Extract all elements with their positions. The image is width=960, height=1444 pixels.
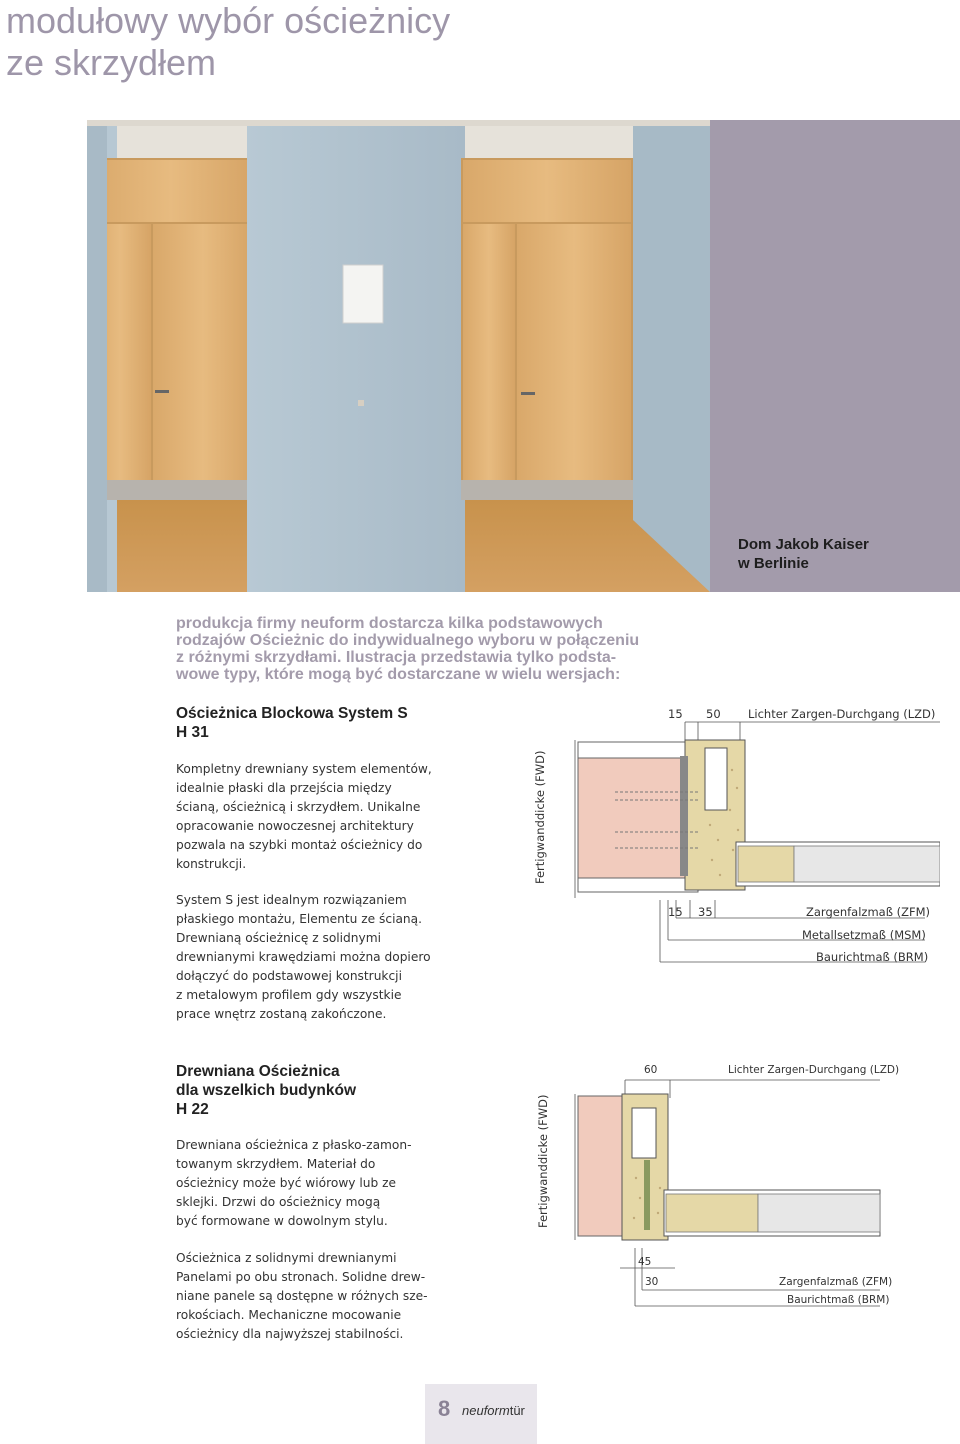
photo-caption-line1: Dom Jakob Kaiser xyxy=(738,536,869,553)
dim-label: 60 xyxy=(644,1064,658,1076)
text-line: z metalowym profilem gdy wszystkie xyxy=(176,988,402,1002)
dim-label: Lichter Zargen-Durchgang (LZD) xyxy=(728,1064,900,1076)
text-line: Ościeżnica z solidnymi drewnianymi xyxy=(176,1251,397,1265)
text-line: pozwala na szybki montaż ościeżnicy do xyxy=(176,838,423,852)
section2-heading-line2: dla wszelkich budynków xyxy=(176,1082,357,1099)
text-line: Drewniana ościeżnica z płasko-zamon- xyxy=(176,1138,412,1152)
building-interior-photo xyxy=(87,120,710,592)
section1-heading xyxy=(176,704,408,742)
dim-label: Zargenfalzmaß (ZFM) xyxy=(806,905,930,919)
dim-label: 50 xyxy=(706,707,721,721)
section2-heading-line1: Drewniana Ościeżnica xyxy=(176,1063,340,1080)
text-line: być formowane w dowolnym stylu. xyxy=(176,1214,388,1228)
dim-label-vertical: Fertigwanddicke (FWD) xyxy=(536,1094,550,1228)
brand-name xyxy=(462,1403,525,1418)
photo-caption-line2: w Berlinie xyxy=(738,555,809,572)
section2-paragraph1 xyxy=(176,1136,412,1231)
photo-caption xyxy=(738,535,869,573)
frame-section-diagram-h22 xyxy=(540,1068,900,1308)
text-line: płaskiego montażu, Elementu ze ścianą. xyxy=(176,912,422,926)
text-line: dołączyć do podstawowej konstrukcji xyxy=(176,969,402,983)
brand-rest: tür xyxy=(509,1403,525,1418)
text-line: niane panele są dostępne w różnych sze- xyxy=(176,1289,428,1303)
dim-label: Lichter Zargen-Durchgang (LZD) xyxy=(748,707,936,721)
text-line: prace wnętrz zostaną zakończone. xyxy=(176,1007,387,1021)
sidebar-color-block xyxy=(710,120,960,592)
text-line: ościeżnicy może być wiórowy lub ze xyxy=(176,1176,396,1190)
section1-heading-line1: Ościeżnica Blockowa System S xyxy=(176,705,408,722)
dim-label: 35 xyxy=(698,905,713,919)
dim-label: 30 xyxy=(645,1276,659,1288)
text-line: Panelami po obu stronach. Solidne drew- xyxy=(176,1270,426,1284)
text-line: towanym skrzydłem. Materiał do xyxy=(176,1157,376,1171)
text-line: ścianą, ościeżnicą i skrzydłem. Unikalne xyxy=(176,800,421,814)
brand-italic: neuform xyxy=(462,1403,510,1418)
text-line: konstrukcji. xyxy=(176,857,247,871)
dim-label-vertical: Fertigwanddicke (FWD) xyxy=(533,750,547,884)
intro-line: wowe typy, które mogą być dostarczane w wielu wersjach: xyxy=(176,666,621,683)
intro-line: produkcja firmy neuform dostarcza kilka podstawowych xyxy=(176,615,603,632)
section1-paragraph2 xyxy=(176,891,431,1024)
text-line: Drewnianą ościeżnicę z solidnymi xyxy=(176,931,381,945)
text-line: sklejki. Drzwi do ościeżnicy mogą xyxy=(176,1195,381,1209)
section1-paragraph1 xyxy=(176,760,432,874)
intro-line: z różnymi skrzydłami. Ilustracja przedstawia tylko podsta- xyxy=(176,649,617,666)
page-title-line1: modułowy wybór ościeżnicy xyxy=(6,0,451,41)
text-line: drewnianymi krawędziami można dopiero xyxy=(176,950,431,964)
dim-label: Baurichtmaß (BRM) xyxy=(816,950,929,964)
section2-heading xyxy=(176,1062,356,1119)
text-line: opracowanie nowoczesnej architektury xyxy=(176,819,414,833)
intro-line: rodzajów Ościeżnic do indywidualnego wyboru w połączeniu xyxy=(176,632,640,649)
dim-label: 15 xyxy=(668,707,683,721)
text-line: ościeżnicy dla najwyższej stabilności. xyxy=(176,1327,404,1341)
dim-label: Baurichtmaß (BRM) xyxy=(787,1294,890,1306)
dim-label: Metallsetzmaß (MSM) xyxy=(802,928,926,942)
text-line: rokościach. Mechaniczne mocowanie xyxy=(176,1308,402,1322)
page-number: 8 xyxy=(438,1396,451,1421)
dim-label: 45 xyxy=(638,1256,652,1268)
text-line: Kompletny drewniany system elementów, xyxy=(176,762,432,776)
text-line: idealnie płaski dla przejścia między xyxy=(176,781,392,795)
page-title xyxy=(6,0,706,84)
section2-heading-line3: H 22 xyxy=(176,1101,209,1118)
section1-heading-line2: H 31 xyxy=(176,724,209,741)
dim-label: 15 xyxy=(668,905,683,919)
section2-paragraph2 xyxy=(176,1249,428,1344)
intro-paragraph xyxy=(176,615,736,683)
page-title-line2: ze skrzydłem xyxy=(6,42,217,83)
text-line: System S jest idealnym rozwiązaniem xyxy=(176,893,407,907)
dim-label: Zargenfalzmaß (ZFM) xyxy=(779,1276,893,1288)
